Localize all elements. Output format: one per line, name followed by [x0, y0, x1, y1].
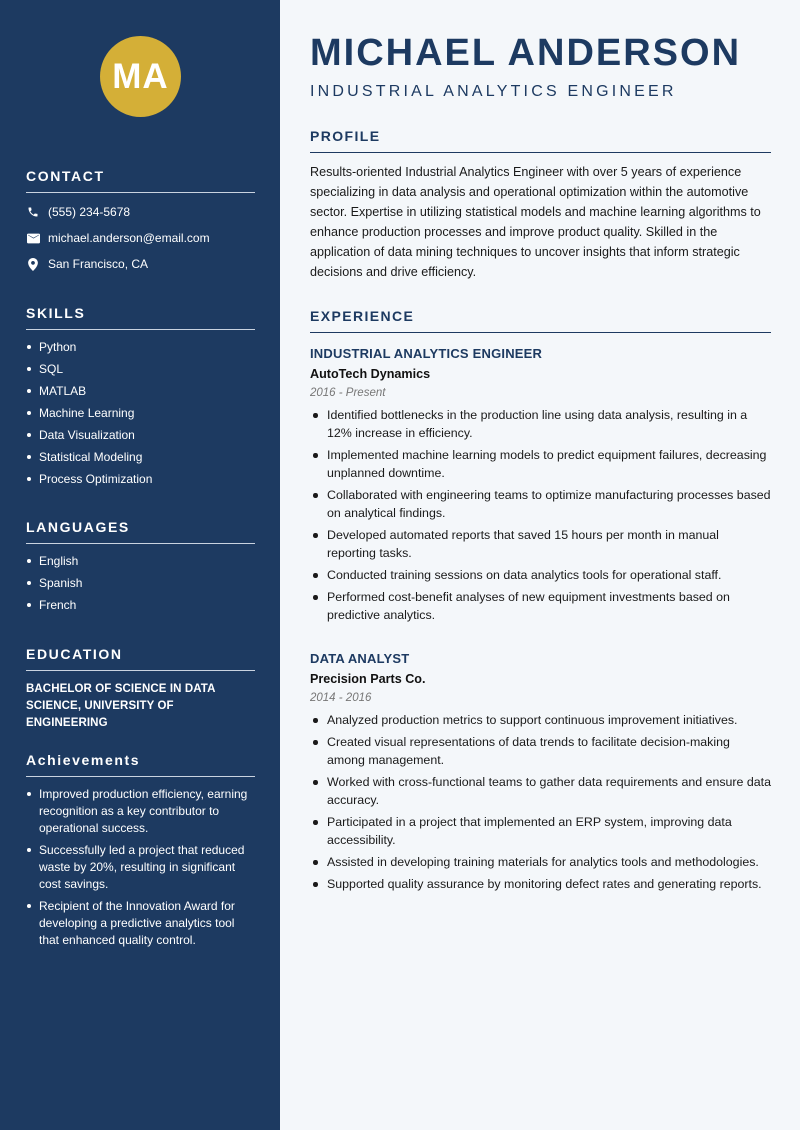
contact-phone-text: (555) 234-5678 — [48, 205, 131, 219]
language-item: English — [26, 553, 255, 569]
skill-item: SQL — [26, 361, 255, 377]
phone-icon — [26, 205, 40, 219]
job-bullets — [310, 711, 771, 893]
job-dates: 2014 - 2016 — [310, 692, 372, 704]
job-bullets — [310, 406, 771, 624]
job-company: AutoTech Dynamics — [310, 367, 431, 381]
language-item: Spanish — [26, 575, 255, 591]
job-bullet: Performed cost-benefit analyses of new equipment investments based on predictive analytics. — [310, 588, 771, 624]
avatar: MA — [100, 36, 181, 117]
skill-item: MATLAB — [26, 383, 255, 399]
achievement-item: Recipient of the Innovation Award for developing a predictive analytics tool that enhanced quality control. — [26, 898, 255, 949]
job-bullet: Created visual representations of data trends to facilitate decision-making among management. — [310, 733, 771, 769]
profile-title: PROFILE — [310, 128, 771, 153]
contact-location-text: San Francisco, CA — [48, 257, 149, 271]
job-dates: 2016 - Present — [310, 387, 386, 399]
job-company: Precision Parts Co. — [310, 672, 426, 686]
job-bullet: Supported quality assurance by monitoring defect rates and generating reports. — [310, 875, 771, 893]
job-bullet: Conducted training sessions on data analytics tools for operational staff. — [310, 566, 771, 584]
job-bullet: Developed automated reports that saved 15 hours per month in manual reporting tasks. — [310, 526, 771, 562]
education-degree: BACHELOR OF SCIENCE IN DATA SCIENCE, UNIVERSITY OF ENGINEERING — [26, 683, 216, 729]
skill-item: Machine Learning — [26, 405, 255, 421]
job-bullet: Assisted in developing training materials for analytics tools and methodologies. — [310, 853, 771, 871]
candidate-role: INDUSTRIAL ANALYTICS ENGINEER — [310, 83, 677, 100]
job-bullet: Implemented machine learning models to predict equipment failures, decreasing unplanned downtime. — [310, 446, 771, 482]
profile-text: Results-oriented Industrial Analytics Engineer with over 5 years of experience specializing in data analysis and operational optimization within the automotive sector. Expertise in utilizing statistical models and machine learning algorithms to enhance production processes and improve product quality. Skilled in the application of data mining techniques to uncover insights that inform strategic decisions and drive efficiency. — [310, 165, 761, 279]
contact-location — [26, 251, 255, 277]
job-bullet: Participated in a project that implemented an ERP system, improving data accessibility. — [310, 813, 771, 849]
achievements-title: Achievements — [26, 752, 255, 777]
skills-title: SKILLS — [26, 305, 255, 330]
job-title: INDUSTRIAL ANALYTICS ENGINEER — [310, 346, 543, 361]
contact-section — [26, 168, 255, 277]
achievements-list — [26, 786, 255, 949]
skill-item: Data Visualization — [26, 427, 255, 443]
achievement-item: Improved production efficiency, earning recognition as a key contributor to operational success. — [26, 786, 255, 837]
job-bullet: Worked with cross-functional teams to gather data requirements and ensure data accuracy. — [310, 773, 771, 809]
job-entry — [310, 651, 771, 897]
skill-item: Process Optimization — [26, 471, 255, 487]
languages-title: LANGUAGES — [26, 519, 255, 544]
education-section — [26, 646, 255, 732]
email-icon — [26, 231, 40, 245]
job-bullet: Analyzed production metrics to support continuous improvement initiatives. — [310, 711, 771, 729]
candidate-name: MICHAEL ANDERSON — [310, 32, 742, 74]
language-item: French — [26, 597, 255, 613]
job-title: DATA ANALYST — [310, 651, 410, 666]
skill-item: Statistical Modeling — [26, 449, 255, 465]
achievement-item: Successfully led a project that reduced waste by 20%, resulting in significant cost savings. — [26, 842, 255, 893]
location-pin-icon — [26, 257, 40, 271]
job-bullet: Identified bottlenecks in the production line using data analysis, resulting in a 12% increase in efficiency. — [310, 406, 771, 442]
achievements-section — [26, 752, 255, 954]
contact-phone[interactable] — [26, 199, 255, 225]
languages-list — [26, 553, 255, 613]
education-title: EDUCATION — [26, 646, 255, 671]
languages-section — [26, 519, 255, 619]
skills-list — [26, 339, 255, 487]
experience-section — [310, 308, 771, 333]
experience-title: EXPERIENCE — [310, 308, 771, 333]
job-entry — [310, 346, 771, 628]
job-bullet: Collaborated with engineering teams to optimize manufacturing processes based on analytical findings. — [310, 486, 771, 522]
skills-section — [26, 305, 255, 493]
contact-title: CONTACT — [26, 168, 255, 193]
profile-section — [310, 128, 771, 282]
sidebar — [0, 0, 280, 1130]
contact-email-text: michael.anderson@email.com — [48, 231, 210, 245]
skill-item: Python — [26, 339, 255, 355]
contact-email[interactable] — [26, 225, 255, 251]
